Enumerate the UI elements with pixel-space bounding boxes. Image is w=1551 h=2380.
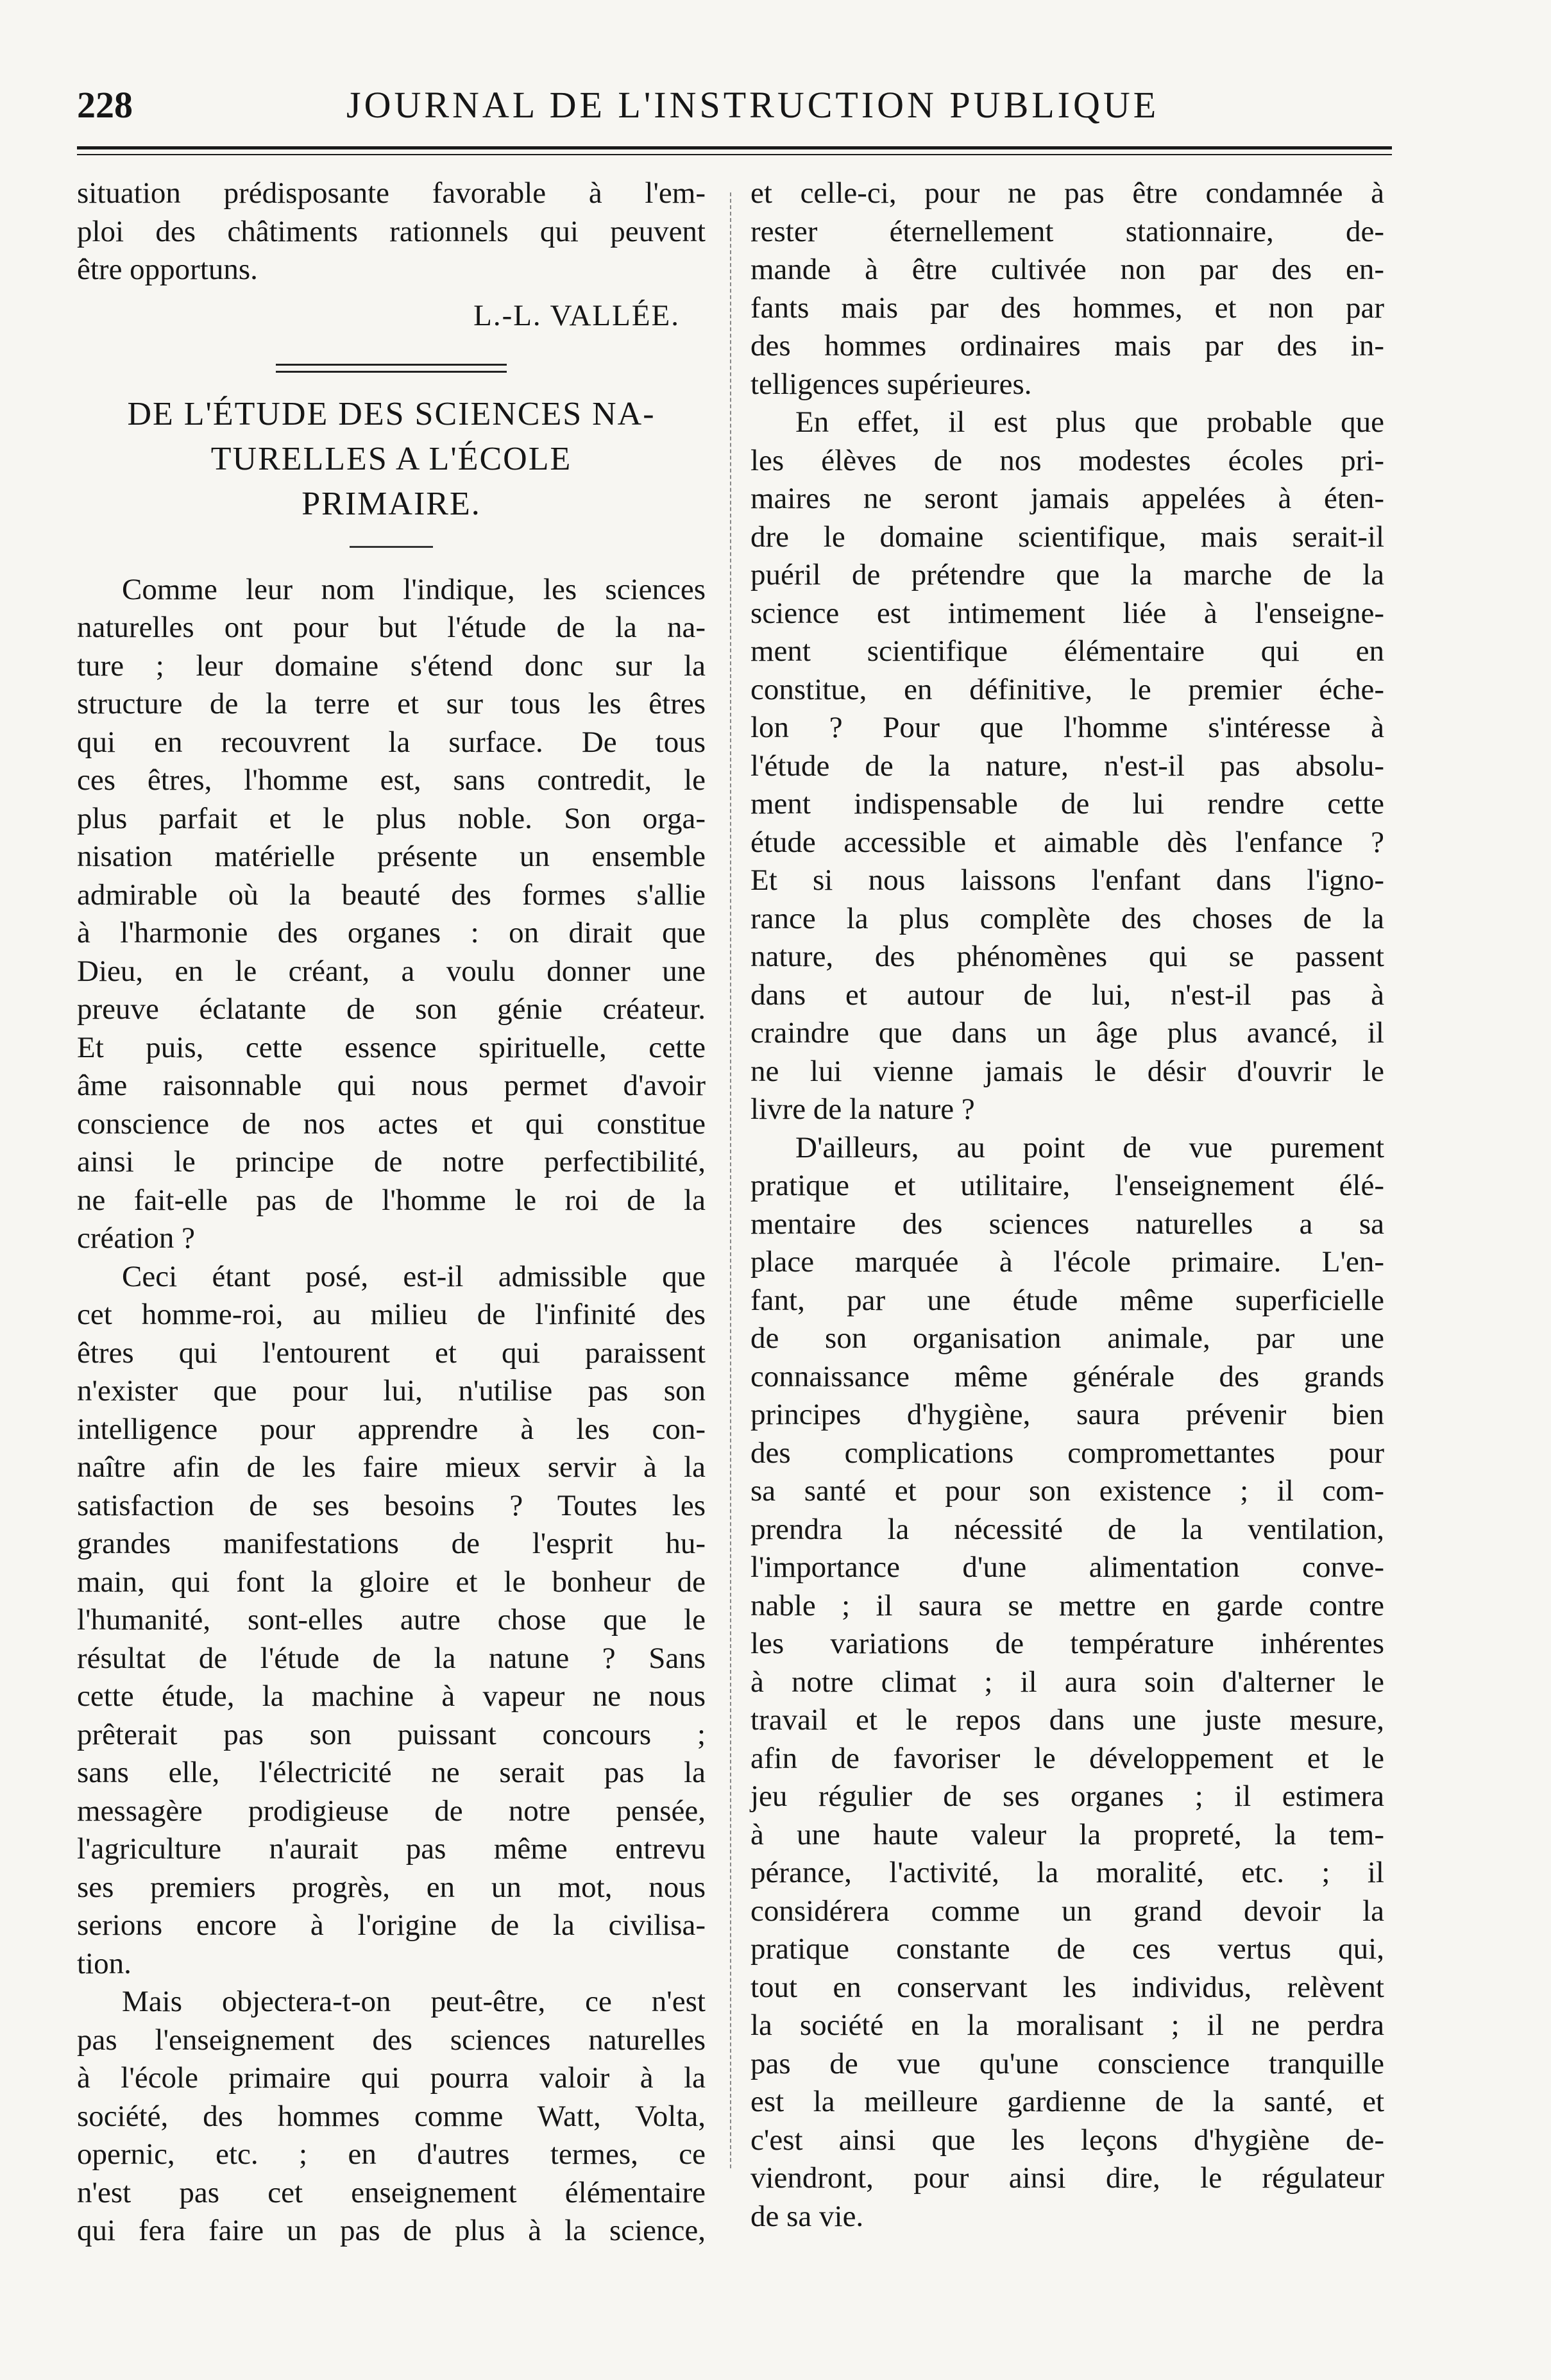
text-line: être opportuns. bbox=[77, 253, 258, 286]
text-line: à l'harmonie des organes : on dirait que bbox=[77, 916, 706, 949]
text-line: Et si nous laissons l'enfant dans l'igno- bbox=[750, 863, 1384, 897]
text-line: n'est pas cet enseignement élémentaire bbox=[77, 2175, 706, 2209]
title-line: DE L'ÉTUDE DES SCIENCES NA- bbox=[127, 395, 656, 432]
text-line: viendront, pour ainsi dire, le régulateur bbox=[750, 2161, 1384, 2195]
text-line: à une haute valeur la propreté, la tem- bbox=[750, 1817, 1384, 1851]
text-line: principes d'hygiène, saura prévenir bien bbox=[750, 1398, 1384, 1431]
text-line: jeu régulier de ses organes ; il estimera bbox=[750, 1780, 1384, 1813]
text-line: l'agriculture n'aurait pas même entrevu bbox=[77, 1832, 706, 1866]
text-line: nisation matérielle présente un ensemble bbox=[77, 840, 706, 873]
text-line: à notre climat ; il aura soin d'alterner le bbox=[750, 1665, 1384, 1699]
text-line: En effet, il est plus que probable que bbox=[795, 405, 1384, 439]
author-signature: L.-L. VALLÉE. bbox=[473, 298, 680, 332]
text-line: âme raisonnable qui nous permet d'avoir bbox=[77, 1069, 706, 1102]
title-line: PRIMAIRE. bbox=[301, 485, 481, 522]
article-body-right bbox=[750, 174, 1384, 2236]
title-underline-rule bbox=[350, 546, 433, 548]
text-line: qui en recouvrent la surface. De tous bbox=[77, 725, 706, 759]
text-line: lon ? Pour que l'homme s'intéresse à bbox=[750, 711, 1384, 744]
text-line: nable ; il saura se mettre en garde contre bbox=[750, 1588, 1384, 1622]
text-line: fant, par une étude même superficielle bbox=[750, 1283, 1384, 1317]
text-line: mande à être cultivée non par des en- bbox=[750, 253, 1384, 286]
text-line: dans et autour de lui, n'est-il pas à bbox=[750, 978, 1384, 1012]
text-line: ment scientifique élémentaire qui en bbox=[750, 634, 1384, 668]
text-line: satisfaction de ses besoins ? Toutes les bbox=[77, 1488, 706, 1522]
previous-article-ending bbox=[77, 174, 706, 289]
text-line: considérera comme un grand devoir la bbox=[750, 1894, 1384, 1928]
text-line: Comme leur nom l'indique, les sciences bbox=[122, 572, 706, 606]
text-line: qui fera faire un pas de plus à la science, bbox=[77, 2214, 706, 2247]
text-line: rance la plus complète des choses de la bbox=[750, 901, 1384, 935]
text-line: l'étude de la nature, n'est-il pas absolu- bbox=[750, 749, 1384, 783]
column-divider bbox=[730, 192, 731, 2168]
text-line: ne lui vienne jamais le désir d'ouvrir le bbox=[750, 1054, 1384, 1088]
text-line: prendra la nécessité de la ventilation, bbox=[750, 1512, 1384, 1546]
text-line: pratique constante de ces vertus qui, bbox=[750, 1932, 1384, 1966]
text-line: conscience de nos actes et qui constitue bbox=[77, 1107, 706, 1141]
title-line: TURELLES A L'ÉCOLE bbox=[210, 440, 572, 477]
text-line: ainsi le principe de notre perfectibilité, bbox=[77, 1145, 706, 1178]
text-line: main, qui font la gloire et le bonheur de bbox=[77, 1565, 706, 1599]
text-line: ploi des châtiments rationnels qui peuvent bbox=[77, 214, 706, 248]
header-rule-thick bbox=[77, 146, 1392, 149]
text-line: n'exister que pour lui, n'utilise pas son bbox=[77, 1374, 706, 1407]
text-line: Et puis, cette essence spirituelle, cette bbox=[77, 1030, 706, 1064]
text-line: à l'école primaire qui pourra valoir à la bbox=[77, 2061, 706, 2095]
text-line: place marquée à l'école primaire. L'en- bbox=[750, 1245, 1384, 1279]
article-separator-rule bbox=[276, 364, 507, 373]
text-line: travail et le repos dans une juste mesure, bbox=[750, 1703, 1384, 1737]
text-line: grandes manifestations de l'esprit hu- bbox=[77, 1527, 706, 1560]
text-line: de sa vie. bbox=[750, 2199, 864, 2233]
text-line: Mais objectera-t-on peut-être, ce n'est bbox=[122, 1985, 706, 2018]
text-line: et celle-ci, pour ne pas être condamnée à bbox=[750, 176, 1384, 210]
text-line: situation prédisposante favorable à l'em- bbox=[77, 176, 706, 210]
text-line: maires ne seront jamais appelées à éten- bbox=[750, 482, 1384, 515]
text-line: la société en la moralisant ; il ne perdra bbox=[750, 2009, 1384, 2042]
text-line: pérance, l'activité, la moralité, etc. ; il bbox=[750, 1856, 1384, 1889]
text-line: l'importance d'une alimentation conve- bbox=[750, 1551, 1384, 1584]
right-column bbox=[750, 174, 1384, 2236]
text-line: mentaire des sciences naturelles a sa bbox=[750, 1207, 1384, 1241]
text-line: des hommes ordinaires mais par des in- bbox=[750, 329, 1384, 362]
text-line: admirable où la beauté des formes s'allie bbox=[77, 878, 706, 912]
text-line: c'est ainsi que les leçons d'hygiène de- bbox=[750, 2123, 1384, 2157]
text-line: les élèves de nos modestes écoles pri- bbox=[750, 443, 1384, 477]
text-line: pratique et utilitaire, l'enseignement élé- bbox=[750, 1169, 1384, 1202]
text-line: de son organisation animale, par une bbox=[750, 1322, 1384, 1355]
running-title: JOURNAL DE L'INSTRUCTION PUBLIQUE bbox=[346, 84, 1160, 126]
text-line: sans elle, l'électricité ne serait pas la bbox=[77, 1756, 706, 1789]
text-line: création ? bbox=[77, 1221, 195, 1255]
text-line: preuve éclatante de son génie créateur. bbox=[77, 992, 706, 1026]
text-line: nature, des phénomènes qui se passent bbox=[750, 940, 1384, 973]
text-line: êtres qui l'entourent et qui paraissent bbox=[77, 1336, 706, 1370]
header-rule-thin bbox=[77, 154, 1392, 155]
text-line: résultat de l'étude de la natune ? Sans bbox=[77, 1641, 706, 1675]
text-line: ture ; leur domaine s'étend donc sur la bbox=[77, 649, 706, 683]
text-line: naître afin de les faire mieux servir à la bbox=[77, 1450, 706, 1484]
text-line: constitue, en définitive, le premier éche- bbox=[750, 672, 1384, 706]
text-line: Ceci étant posé, est-il admissible que bbox=[122, 1259, 706, 1293]
text-line: ne fait-elle pas de l'homme le roi de la bbox=[77, 1183, 706, 1217]
text-line: plus parfait et le plus noble. Son orga- bbox=[77, 801, 706, 835]
text-line: étude accessible et aimable dès l'enfance ? bbox=[750, 825, 1384, 859]
article-title bbox=[77, 392, 706, 527]
text-line: connaissance même générale des grands bbox=[750, 1359, 1384, 1393]
text-line: sa santé et pour son existence ; il com- bbox=[750, 1474, 1384, 1508]
text-line: serions encore à l'origine de la civilisa- bbox=[77, 1908, 706, 1942]
text-line: Dieu, en le créant, a voulu donner une bbox=[77, 954, 706, 988]
text-line: afin de favoriser le développement et le bbox=[750, 1741, 1384, 1775]
text-line: rester éternellement stationnaire, de- bbox=[750, 214, 1384, 248]
text-line: naturelles ont pour but l'étude de la na- bbox=[77, 611, 706, 644]
text-line: fants mais par des hommes, et non par bbox=[750, 291, 1384, 325]
page-header bbox=[77, 83, 1392, 141]
text-line: cette étude, la machine à vapeur ne nous bbox=[77, 1679, 706, 1713]
text-line: pas de vue qu'une conscience tranquille bbox=[750, 2046, 1384, 2080]
left-column bbox=[77, 174, 706, 2250]
text-line: les variations de température inhérentes bbox=[750, 1627, 1384, 1660]
text-line: tion. bbox=[77, 1946, 131, 1980]
text-line: des complications compromettantes pour bbox=[750, 1436, 1384, 1470]
text-line: ces êtres, l'homme est, sans contredit, le bbox=[77, 763, 706, 797]
text-line: prêterait pas son puissant concours ; bbox=[77, 1717, 706, 1751]
text-line: opernic, etc. ; en d'autres termes, ce bbox=[77, 2138, 706, 2171]
article-body-left bbox=[77, 571, 706, 2250]
text-line: tout en conservant les individus, relèvent bbox=[750, 1970, 1384, 2004]
text-line: ment indispensable de lui rendre cette bbox=[750, 787, 1384, 820]
text-line: cet homme-roi, au milieu de l'infinité des bbox=[77, 1298, 706, 1331]
text-line: science est intimement liée à l'enseigne- bbox=[750, 596, 1384, 630]
text-line: structure de la terre et sur tous les êtres bbox=[77, 687, 706, 720]
text-line: craindre que dans un âge plus avancé, il bbox=[750, 1016, 1384, 1050]
text-line: dre le domaine scientifique, mais serait-il bbox=[750, 520, 1384, 554]
text-line: puéril de prétendre que la marche de la bbox=[750, 558, 1384, 591]
text-line: est la meilleure gardienne de la santé, et bbox=[750, 2085, 1384, 2118]
text-line: ses premiers progrès, en un mot, nous bbox=[77, 1870, 706, 1904]
text-line: D'ailleurs, au point de vue purement bbox=[795, 1130, 1384, 1164]
text-line: société, des hommes comme Watt, Volta, bbox=[77, 2099, 706, 2133]
page-number: 228 bbox=[77, 84, 133, 126]
text-line: livre de la nature ? bbox=[750, 1092, 975, 1126]
text-line: intelligence pour apprendre à les con- bbox=[77, 1412, 706, 1446]
text-line: telligences supérieures. bbox=[750, 367, 1032, 401]
text-line: pas l'enseignement des sciences naturelles bbox=[77, 2023, 706, 2057]
text-line: l'humanité, sont-elles autre chose que le bbox=[77, 1603, 706, 1636]
text-line: messagère prodigieuse de notre pensée, bbox=[77, 1794, 706, 1828]
